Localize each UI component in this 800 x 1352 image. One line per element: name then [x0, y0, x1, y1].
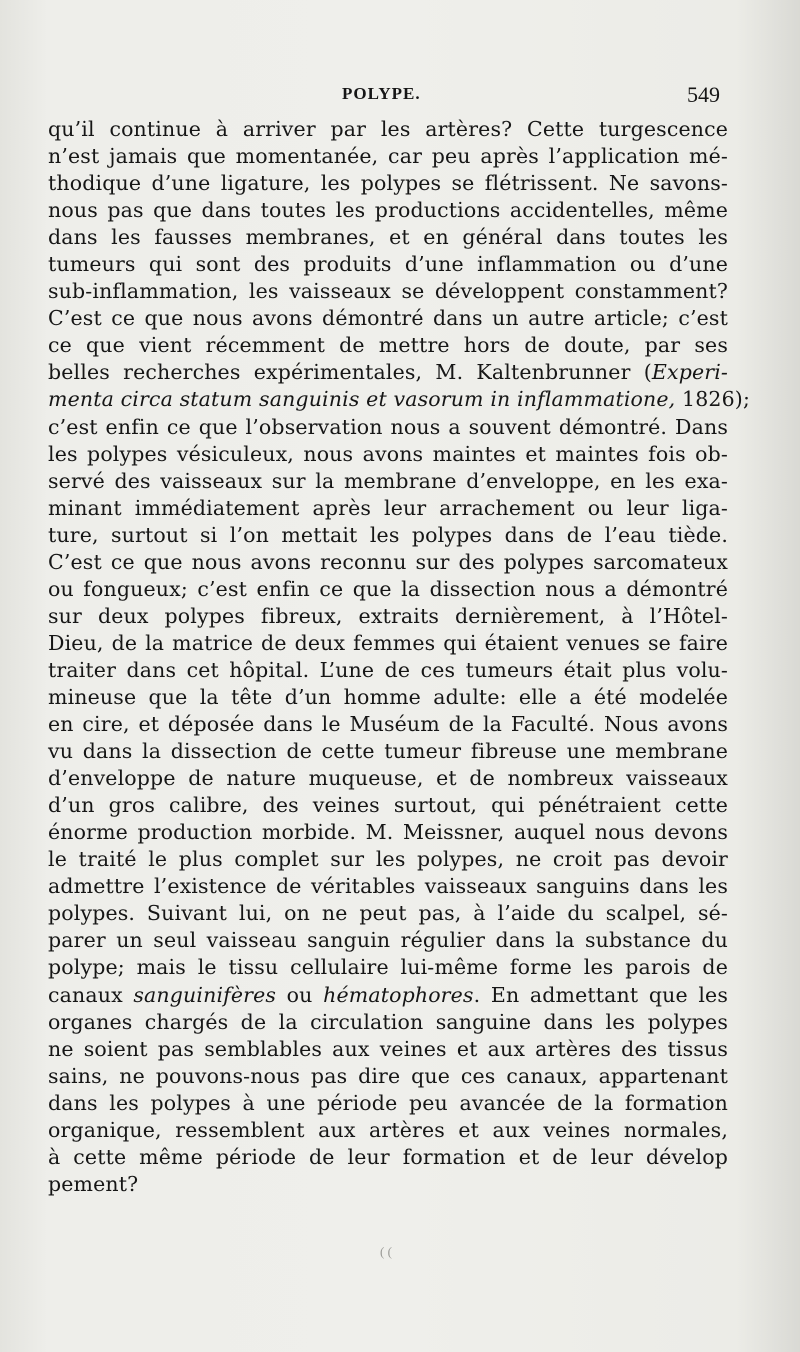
line-text: le traité le plus complet sur les polypes, ne croit pas devoir: [48, 847, 728, 872]
line-text: polype; mais le tissu cellulaire lui-même forme les parois de: [48, 955, 728, 980]
line-text: d’un gros calibre, des veines surtout, qui pénétraient cette: [48, 793, 728, 818]
italic-text: menta circa statum sanguinis et vasorum in inflammatione,: [48, 387, 676, 412]
line-text: pement?: [48, 1171, 139, 1196]
text-line: [48, 170, 728, 197]
line-text: dans les polypes à une période peu avancée de la formation: [48, 1090, 728, 1115]
text-line: [48, 954, 728, 981]
text-line: [48, 1009, 728, 1036]
text-line: [48, 414, 728, 441]
text-line: [48, 197, 728, 224]
line-text: belles recherches expérimentales, M. Kaltenbrunner (: [48, 360, 652, 385]
line-text: sains, ne pouvons-nous pas dire que ces canaux, appartenant: [48, 1063, 728, 1088]
text-line: [48, 603, 728, 630]
text-line: [48, 1036, 728, 1063]
text-line: [48, 549, 728, 576]
italic-text: sanguinifères: [133, 982, 277, 1007]
line-text: thodique d’une ligature, les polypes se flétrissent. Ne savons-: [48, 171, 728, 196]
line-text: sur deux polypes fibreux, extraits dernièrement, à l’Hôtel-: [48, 603, 728, 628]
line-text: servé des vaisseaux sur la membrane d’enveloppe, en les exa-: [48, 468, 728, 493]
text-line: [48, 1117, 728, 1144]
text-line: [48, 359, 728, 386]
text-line: [48, 630, 728, 657]
text-line: [48, 305, 728, 332]
page-number: 549: [687, 82, 720, 107]
text-line: [48, 468, 728, 495]
text-line: [48, 873, 728, 900]
line-text: organique, ressemblent aux artères et aux veines normales,: [48, 1117, 728, 1142]
italic-text: Experi-: [651, 360, 728, 385]
line-text: ne soient pas semblables aux veines et aux artères des tissus: [48, 1036, 728, 1061]
line-text: . En admettant que les: [473, 982, 728, 1007]
line-text: mineuse que la tête d’un homme adulte: elle a été modelée: [48, 684, 728, 709]
line-text: Dieu, de la matrice de deux femmes qui étaient venues se faire: [48, 630, 728, 655]
line-text: n’est jamais que momentanée, car peu après l’application mé-: [48, 144, 728, 169]
line-text: d’enveloppe de nature muqueuse, et de nombreux vaisseaux: [48, 766, 728, 791]
text-line: [48, 224, 728, 251]
line-text: c’est enfin ce que l’observation nous a souvent démontré. Dans: [48, 414, 728, 439]
line-text: qu’il continue à arriver par les artères? Cette turgescence: [48, 117, 728, 141]
line-text: C’est ce que nous avons reconnu sur des polypes sarcomateux: [48, 549, 728, 574]
text-line: [48, 143, 728, 170]
line-text: minant immédiatement après leur arrachement ou leur liga-: [48, 495, 728, 520]
line-text: ou fongueux; c’est enfin ce que la dissection nous a démontré: [48, 576, 728, 601]
text-line: [48, 386, 751, 413]
line-text: polypes. Suivant lui, on ne peut pas, à l’aide du scalpel, sé-: [48, 901, 728, 926]
text-line: [48, 711, 728, 738]
line-text: ture, surtout si l’on mettait les polypes dans de l’eau tiède.: [48, 522, 728, 547]
running-head: POLYPE.: [342, 84, 421, 103]
text-line: [48, 522, 728, 549]
line-text: vu dans la dissection de cette tumeur fibreuse une membrane: [48, 739, 728, 764]
body-text: [48, 116, 751, 1198]
line-text: organes chargés de la circulation sanguine dans les polypes: [48, 1009, 728, 1034]
line-text: C’est ce que nous avons démontré dans un autre article; c’est: [48, 306, 728, 331]
line-text: à cette même période de leur formation et de leur dévelop: [48, 1144, 728, 1169]
text-line: [48, 278, 728, 305]
text-line: [48, 738, 728, 765]
text-line: [48, 1171, 728, 1198]
text-line: [48, 495, 728, 522]
text-line: [48, 765, 728, 792]
line-text: parer un seul vaisseau sanguin régulier dans la substance du: [48, 928, 728, 953]
text-line: [48, 251, 728, 278]
italic-text: hématophores: [323, 982, 474, 1007]
text-line: [48, 684, 728, 711]
text-line: [48, 657, 728, 684]
text-line: [48, 1063, 728, 1090]
page-header: [48, 84, 720, 108]
text-line: [48, 1090, 728, 1117]
line-text: dans les fausses membranes, et en général dans toutes les: [48, 225, 728, 250]
text-line: [48, 116, 728, 143]
text-line: [48, 576, 728, 603]
line-text: énorme production morbide. M. Meissner, auquel nous devons: [48, 820, 728, 845]
text-line: [48, 441, 728, 468]
line-text: ce que vient récemment de mettre hors de doute, par ses: [48, 333, 728, 358]
text-line: [48, 900, 728, 927]
line-text: les polypes vésiculeux, nous avons maintes et maintes fois ob-: [48, 441, 728, 466]
line-text: ou: [276, 982, 324, 1007]
line-text: canaux: [48, 982, 134, 1007]
text-line: [48, 982, 728, 1009]
line-text: admettre l’existence de véritables vaisseaux sanguins dans les: [48, 874, 728, 899]
line-text: traiter dans cet hôpital. L’une de ces tumeurs était plus volu-: [48, 657, 728, 682]
line-text: 1826);: [675, 387, 751, 412]
text-line: [48, 819, 728, 846]
line-text: sub-inflammation, les vaisseaux se développent constamment?: [48, 279, 728, 304]
line-text: tumeurs qui sont des produits d’une inflammation ou d’une: [48, 252, 728, 277]
paper-mark: ( (: [380, 1244, 392, 1259]
line-text: nous pas que dans toutes les productions accidentelles, même: [48, 198, 728, 223]
text-line: [48, 1144, 728, 1171]
text-line: [48, 792, 728, 819]
line-text: en cire, et déposée dans le Muséum de la Faculté. Nous avons: [48, 712, 728, 737]
text-line: [48, 846, 728, 873]
text-line: [48, 927, 728, 954]
text-line: [48, 332, 728, 359]
